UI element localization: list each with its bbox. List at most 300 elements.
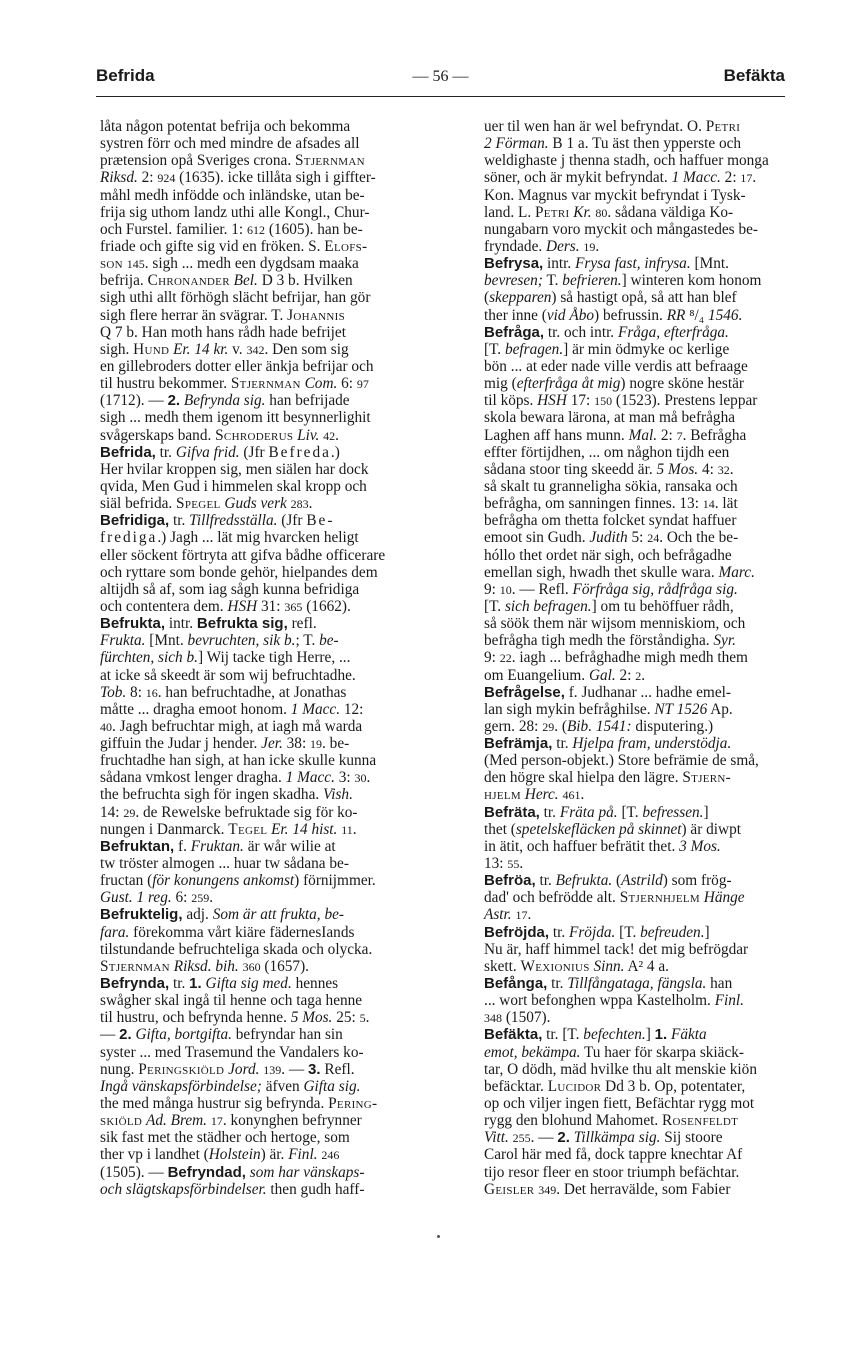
- text-run: 13:: [484, 855, 508, 873]
- text-run: frija sig uthom landz uthi alle Kongl., Chur-: [100, 203, 370, 221]
- text-line: [100, 581, 437, 598]
- text-line: [484, 752, 821, 769]
- text-run: 348: [484, 1011, 502, 1026]
- text-run: Carol här med få, dock tappre knechtar Af: [484, 1146, 743, 1164]
- text-run: svågerskaps band.: [100, 426, 216, 444]
- headword: Befrågelse,: [484, 683, 565, 701]
- text-run: Finl.: [288, 1146, 318, 1164]
- text-line: [484, 786, 821, 803]
- text-run: [Mnt.: [690, 255, 729, 273]
- text-run: v.: [228, 340, 247, 358]
- text-run: 4:: [698, 460, 718, 478]
- text-run: 9:: [484, 580, 500, 598]
- text-run: [Mnt.: [145, 632, 188, 650]
- text-run: Ap.: [707, 700, 733, 718]
- text-run: 5:: [627, 529, 648, 547]
- text-run: 5: [359, 1011, 366, 1026]
- text-run: Bib. 1541:: [566, 717, 632, 735]
- text-run: .: [308, 495, 313, 513]
- text-run: förekomma vårt kiäre fädernesIands: [129, 923, 355, 941]
- text-run: Sij stoore: [660, 1129, 723, 1147]
- text-line: [100, 564, 437, 581]
- text-line: [484, 512, 821, 529]
- text-run: . — Refl.: [511, 580, 573, 598]
- margin-speck: [437, 1235, 440, 1238]
- text-line: [484, 289, 821, 306]
- text-line: [484, 838, 821, 855]
- text-run: 1546.: [707, 306, 743, 324]
- text-run: HSH: [227, 597, 258, 615]
- text-run: f.: [174, 837, 191, 855]
- text-run: Fråga, efterfråga.: [617, 323, 729, 341]
- text-run: söner, och är mykit befryndat.: [484, 169, 672, 187]
- text-run: en gillebroders dotter eller änkja befrijar och: [100, 357, 374, 375]
- text-run: op och viljer ingen fiett, Befächtar rygg mot: [484, 1095, 755, 1113]
- headword: Befäkta,: [484, 1026, 543, 1044]
- text-run: dad' och befrödde alt.: [484, 889, 620, 907]
- text-run: fürchten, sich b.: [100, 649, 198, 667]
- text-line: [100, 718, 437, 735]
- running-header: [96, 66, 785, 94]
- text-run: ) förnijmmer.: [294, 872, 376, 890]
- text-run: (1523). Prestens leppar: [612, 392, 758, 410]
- text-run: 40: [100, 719, 112, 734]
- text-run: ... wort befonghen wppa Kastelholm.: [484, 992, 715, 1010]
- text-run: Befrynda sig.: [183, 392, 266, 410]
- text-run: Riksd. bih.: [173, 957, 239, 975]
- text-run: Petri: [705, 118, 741, 135]
- text-run: . konynghen befrynner: [222, 1112, 362, 1130]
- text-run: 2 Förman.: [484, 135, 549, 153]
- text-run: .: [595, 237, 600, 255]
- text-line: [484, 821, 821, 838]
- text-run: qvida, Men Gud i himmelen skal kropp och: [100, 477, 367, 495]
- text-run: Kon. Magnus var myckit befryndat i Tysk-: [484, 186, 746, 204]
- text-run: 3:: [334, 769, 355, 787]
- text-run: tr.: [535, 872, 556, 890]
- text-run: som har vänskaps-: [249, 1163, 365, 1181]
- text-run: giffuin the Judar j hender.: [100, 735, 262, 753]
- text-run: ) som frög-: [662, 872, 732, 890]
- text-run: swågher skal ingå til henne och taga henne: [100, 992, 363, 1010]
- text-line: [100, 975, 437, 992]
- text-run: emoot sin Gudh.: [484, 529, 590, 547]
- text-run: befrågha tigh medh the förståndigha.: [484, 632, 714, 650]
- text-run: fara.: [100, 923, 130, 941]
- headword: Befråga,: [484, 323, 545, 341]
- text-run: Holstein: [208, 1146, 261, 1164]
- text-run: 6:: [337, 375, 357, 393]
- text-run: gern. 28:: [484, 717, 543, 735]
- text-run: tr.: [549, 923, 569, 941]
- text-run: Sinn.: [593, 957, 625, 975]
- text-run: Elofs-: [324, 237, 368, 255]
- text-run: och slägtskapsförbindelser.: [100, 1180, 267, 1198]
- text-line: [484, 632, 821, 649]
- text-run: Stjernman: [230, 375, 301, 393]
- text-line: [484, 769, 821, 786]
- text-run: för konungens ankomst: [152, 872, 295, 890]
- text-run: befrieren.: [562, 272, 622, 290]
- text-line: [100, 187, 437, 204]
- text-run: prætension opå Sveriges crona.: [100, 152, 295, 170]
- text-run: 255: [512, 1131, 531, 1146]
- text-run: Stjern-: [682, 769, 732, 787]
- text-run: eller söckent förtryta att gifva bådhe officerare: [100, 546, 386, 564]
- text-run: Förfråga sig, rådfråga sig.: [572, 580, 738, 598]
- text-line: [484, 169, 821, 186]
- text-run: ] är min ödmyke oc kerlige: [563, 340, 730, 358]
- text-run: befrågha om thetta folcket syndat haffuer: [484, 512, 737, 530]
- text-run: son: [100, 255, 123, 273]
- text-line: [100, 307, 437, 324]
- text-run: 10: [499, 582, 512, 597]
- text-run: refl.: [287, 615, 317, 633]
- text-line: [484, 135, 821, 152]
- text-run: Gust. 1 reg.: [100, 889, 172, 907]
- text-run: uer til wen han är wel befryndat. O.: [484, 118, 706, 135]
- text-run: syster ... med Trasemund the Vandalers ko-: [100, 1043, 364, 1061]
- text-line: [484, 1044, 821, 1061]
- text-run: Gifva frid.: [175, 443, 240, 461]
- text-line: [484, 649, 821, 666]
- text-run: Som är att frukta, be-: [212, 906, 344, 924]
- text-run: ]: [704, 923, 710, 941]
- text-run: ther vp i landhet (: [100, 1146, 209, 1164]
- text-run: Dd 3 b. Op, potentater,: [601, 1077, 746, 1095]
- text-line: [484, 461, 821, 478]
- text-run: tr.: [547, 975, 568, 993]
- text-run: tr. [T.: [542, 1026, 584, 1044]
- text-line: [484, 1164, 821, 1181]
- text-run: hennes: [291, 975, 339, 993]
- text-run: 80: [595, 205, 608, 220]
- text-run: Tu haer för skarpa skiäck-: [580, 1043, 744, 1061]
- text-run: 17:: [566, 392, 595, 410]
- text-run: land. L.: [484, 203, 535, 221]
- text-run: fructan (: [100, 872, 153, 890]
- text-line: [100, 547, 437, 564]
- text-line: [100, 649, 437, 666]
- text-line: [484, 1009, 821, 1026]
- headword: Befräta,: [484, 803, 540, 821]
- headword: 1.: [189, 975, 202, 993]
- headword: Befryndad,: [167, 1163, 246, 1181]
- text-run: måhl medh infödde och inländske, utan be-: [100, 186, 365, 204]
- text-run: A² 4 a.: [624, 957, 670, 975]
- text-run: . Den som sig: [264, 340, 349, 358]
- text-run: thet (: [484, 820, 516, 838]
- text-run: the befruchta sigh för ingen skadha.: [100, 786, 324, 804]
- text-run: 24: [647, 531, 660, 546]
- text-run: Her hvilar kroppen sig, men siälen har dock: [100, 460, 369, 478]
- text-run: ] om tu behöffuer rådh,: [591, 597, 734, 615]
- text-line: [484, 889, 821, 906]
- text-line: [484, 1026, 821, 1043]
- headword: Befruktan,: [100, 837, 175, 855]
- text-run: Tob.: [100, 683, 127, 701]
- text-line: [484, 718, 821, 735]
- text-run: Be-: [306, 512, 335, 530]
- text-line: [100, 1129, 437, 1146]
- text-run: efterfråga åt mig: [516, 375, 621, 393]
- text-line: [100, 1078, 437, 1095]
- text-line: [100, 1181, 437, 1198]
- text-line: [100, 667, 437, 684]
- text-run: befragen.: [504, 340, 564, 358]
- text-run: til köps.: [484, 392, 538, 410]
- text-line: [100, 204, 437, 221]
- text-run: Fruktan.: [190, 837, 244, 855]
- text-run: sigh.: [100, 340, 134, 358]
- text-run: befrågha, om sanningen finnes. 13:: [484, 495, 703, 513]
- text-run: 17: [210, 1114, 223, 1129]
- text-line: [100, 135, 437, 152]
- text-run: 1 Macc.: [285, 769, 335, 787]
- text-line: [484, 1129, 821, 1146]
- text-line: [100, 221, 437, 238]
- text-run: .: [365, 1009, 370, 1027]
- text-line: [484, 547, 821, 564]
- text-run: 25:: [332, 1009, 360, 1027]
- text-run: Mal.: [628, 426, 658, 444]
- text-run: Fröjda.: [569, 923, 616, 941]
- text-line: [100, 752, 437, 769]
- text-line: [484, 958, 821, 975]
- text-run: . —: [281, 1060, 309, 1078]
- text-line: [100, 1009, 437, 1026]
- text-run: sigh uthi allt förhögh slächt befrijar, han gör: [100, 289, 371, 307]
- text-run: ) så hastigt opå, så att han blef: [551, 289, 737, 307]
- headword: Befrynda,: [100, 975, 170, 993]
- text-run: 5 Mos.: [656, 460, 699, 478]
- text-run: ther inne (: [484, 306, 547, 324]
- text-line: [100, 598, 437, 615]
- text-run: befressen.: [642, 803, 704, 821]
- text-run: Riksd.: [100, 169, 138, 187]
- text-run: ) nogre sköne hestär: [620, 375, 745, 393]
- text-run: (1505). —: [100, 1163, 168, 1181]
- text-run: Tillkämpa sig.: [573, 1129, 661, 1147]
- text-run: . han befruchtadhe, at Jonathas: [157, 683, 347, 701]
- text-run: 259: [191, 891, 210, 906]
- text-run: skett.: [484, 957, 521, 975]
- text-run: och Furstel. familier. 1:: [100, 220, 247, 238]
- text-run: in ätit, och haffuer befrätit thet.: [484, 837, 680, 855]
- text-line: [484, 238, 821, 255]
- text-run: . lät: [714, 495, 738, 513]
- text-run: Vitt.: [484, 1129, 509, 1147]
- text-run: Frukta.: [100, 632, 146, 650]
- text-run: 612: [247, 222, 265, 237]
- text-run: Stjernhjelm: [619, 889, 700, 907]
- text-run: Lucidor: [547, 1077, 602, 1095]
- text-run: 29: [542, 719, 555, 734]
- text-run: Spegel: [176, 495, 221, 513]
- text-run: ) befrussin.: [594, 306, 667, 324]
- text-line: [484, 906, 821, 923]
- text-line: [484, 564, 821, 581]
- text-run: ; T.: [295, 632, 320, 650]
- text-run: be-: [319, 632, 339, 650]
- text-run: ]: [703, 803, 709, 821]
- text-run: tw tröster almogen ... huar tw sådana be-: [100, 855, 349, 873]
- text-run: 11: [341, 822, 353, 837]
- headword: Befrida,: [100, 443, 156, 461]
- text-run: .): [330, 443, 340, 461]
- text-run: skepparen: [489, 289, 552, 307]
- text-run: om Euangelium.: [484, 666, 589, 684]
- text-line: [100, 855, 437, 872]
- text-run: —: [100, 1026, 120, 1044]
- text-run: weldighaste j thenna stadh, och haffuer monga: [484, 152, 769, 170]
- text-run: ) är diwpt: [681, 820, 741, 838]
- text-line: [100, 358, 437, 375]
- text-line: [484, 924, 821, 941]
- text-run: 9:: [484, 649, 500, 667]
- text-line: [100, 735, 437, 752]
- text-run: tar, O dödh, mäd hvilke thu alt menskie kiön: [484, 1060, 757, 1078]
- text-run: B 1 a. Tu äst then ypperste och: [548, 135, 742, 153]
- text-run: (1635). icke tillåta sigh i giffter-: [175, 169, 376, 187]
- headword: Befröa,: [484, 872, 536, 890]
- text-run: Stjernman: [100, 957, 170, 975]
- text-run: den högre skal hielpa den lägre.: [484, 769, 683, 787]
- text-run: 17: [515, 908, 528, 923]
- text-line: [100, 1164, 437, 1181]
- text-run: HSH: [537, 392, 567, 410]
- text-run: disputering.): [631, 717, 714, 735]
- text-run: .: [335, 426, 339, 444]
- text-line: [484, 341, 821, 358]
- text-run: 2:: [720, 169, 741, 187]
- text-run: Petri: [534, 203, 570, 221]
- text-run: skiöld: [100, 1112, 143, 1130]
- headword: 2.: [167, 392, 181, 410]
- text-run: . —: [530, 1129, 558, 1147]
- text-run: befechten.: [583, 1026, 646, 1044]
- text-line: [100, 889, 437, 906]
- text-line: [484, 615, 821, 632]
- text-run: Wexionius: [520, 957, 590, 975]
- text-line: [100, 324, 437, 341]
- text-run: Rosenfeldt: [662, 1112, 739, 1130]
- text-line: [484, 941, 821, 958]
- text-run: Hänge: [703, 889, 745, 907]
- text-run: Johannis: [287, 306, 346, 324]
- text-line: [100, 941, 437, 958]
- text-line: [100, 684, 437, 701]
- text-run: systren förr och med mindre de afsades all: [100, 135, 360, 153]
- text-run: 2:: [657, 426, 677, 444]
- headword: Befruktelig,: [100, 906, 183, 924]
- text-run: ] winteren kom honom: [621, 272, 762, 290]
- text-line: [100, 1026, 437, 1043]
- text-line: [484, 221, 821, 238]
- text-line: [100, 255, 437, 272]
- text-run: Nu är, haff himmel tack! det mig befrögdar: [484, 940, 749, 958]
- text-run: 6:: [171, 889, 192, 907]
- text-run: Hjelpa fram, understödja.: [572, 735, 732, 753]
- text-run: 2: [635, 668, 642, 683]
- text-run: ⁸/₄: [685, 306, 708, 324]
- text-run: skola bewara lärona, at man må befrågha: [484, 409, 736, 427]
- text-line: [100, 838, 437, 855]
- text-line: [484, 392, 821, 409]
- text-run: lan sigh mykin befråghilse.: [484, 700, 655, 718]
- text-run: .: [352, 820, 357, 838]
- text-run: och ryttare som bonde gehör, hielpandes dem: [100, 563, 378, 581]
- text-run: Kr.: [573, 203, 592, 221]
- text-run: Syr.: [713, 632, 736, 650]
- text-run: tr.: [155, 443, 176, 461]
- text-run: emot, bekämpa.: [484, 1043, 581, 1061]
- text-run: 3 Mos.: [679, 837, 721, 855]
- text-run: siäl befrida.: [100, 495, 177, 513]
- text-line: [484, 667, 821, 684]
- text-line: [100, 804, 437, 821]
- text-run: 365: [284, 599, 303, 614]
- headword: Befånga,: [484, 975, 548, 993]
- text-run: befäcktar.: [484, 1077, 548, 1095]
- text-line: [100, 1095, 437, 1112]
- text-run: 12:: [340, 700, 364, 718]
- text-run: Marc.: [718, 563, 755, 581]
- text-line: [484, 804, 821, 821]
- text-run: Pering-: [328, 1095, 378, 1113]
- headword: 1.: [654, 1026, 668, 1044]
- text-run: Judith: [589, 529, 628, 547]
- text-run: bevruchten, sik b.: [187, 632, 296, 650]
- text-run: tilstundande befruchteliga skada och olycka.: [100, 940, 373, 958]
- text-run: 145: [126, 257, 145, 272]
- text-run: 2:: [615, 666, 636, 684]
- text-run: rygg den blohund Mahomet.: [484, 1112, 663, 1130]
- text-line: [100, 529, 437, 546]
- text-line: [484, 495, 821, 512]
- text-run: 22: [499, 651, 512, 666]
- text-run: (: [484, 289, 490, 307]
- text-run: sådana stoor ting skeedd är.: [484, 460, 657, 478]
- text-run: Astrild: [621, 872, 663, 890]
- text-run: mig (: [484, 375, 517, 393]
- text-run: 32: [717, 462, 730, 477]
- text-run: Fäkta: [671, 1026, 707, 1044]
- text-line: [100, 1112, 437, 1129]
- text-run: 16: [145, 685, 158, 700]
- text-run: Tegel: [228, 820, 268, 838]
- text-run: hjelm: [484, 786, 521, 804]
- headword: Befrämja,: [484, 735, 553, 753]
- text-run: 7: [676, 428, 683, 443]
- text-line: [100, 958, 437, 975]
- text-run: Befrukta.: [555, 872, 613, 890]
- text-line: [484, 324, 821, 341]
- text-line: [484, 1078, 821, 1095]
- page-number: — 56 —: [412, 68, 469, 85]
- text-run: sådana vmkost lenger dragha.: [100, 769, 286, 787]
- text-run: måtte ... dragha emoot honom.: [100, 700, 291, 718]
- text-run: 31:: [257, 597, 285, 615]
- text-run: ]: [645, 1026, 655, 1044]
- text-run: 8:: [126, 683, 146, 701]
- text-run: [T.: [484, 340, 505, 358]
- text-line: [100, 272, 437, 289]
- text-run: 30: [354, 771, 367, 786]
- text-run: Herc.: [524, 786, 559, 804]
- text-line: [100, 375, 437, 392]
- text-line: [484, 975, 821, 992]
